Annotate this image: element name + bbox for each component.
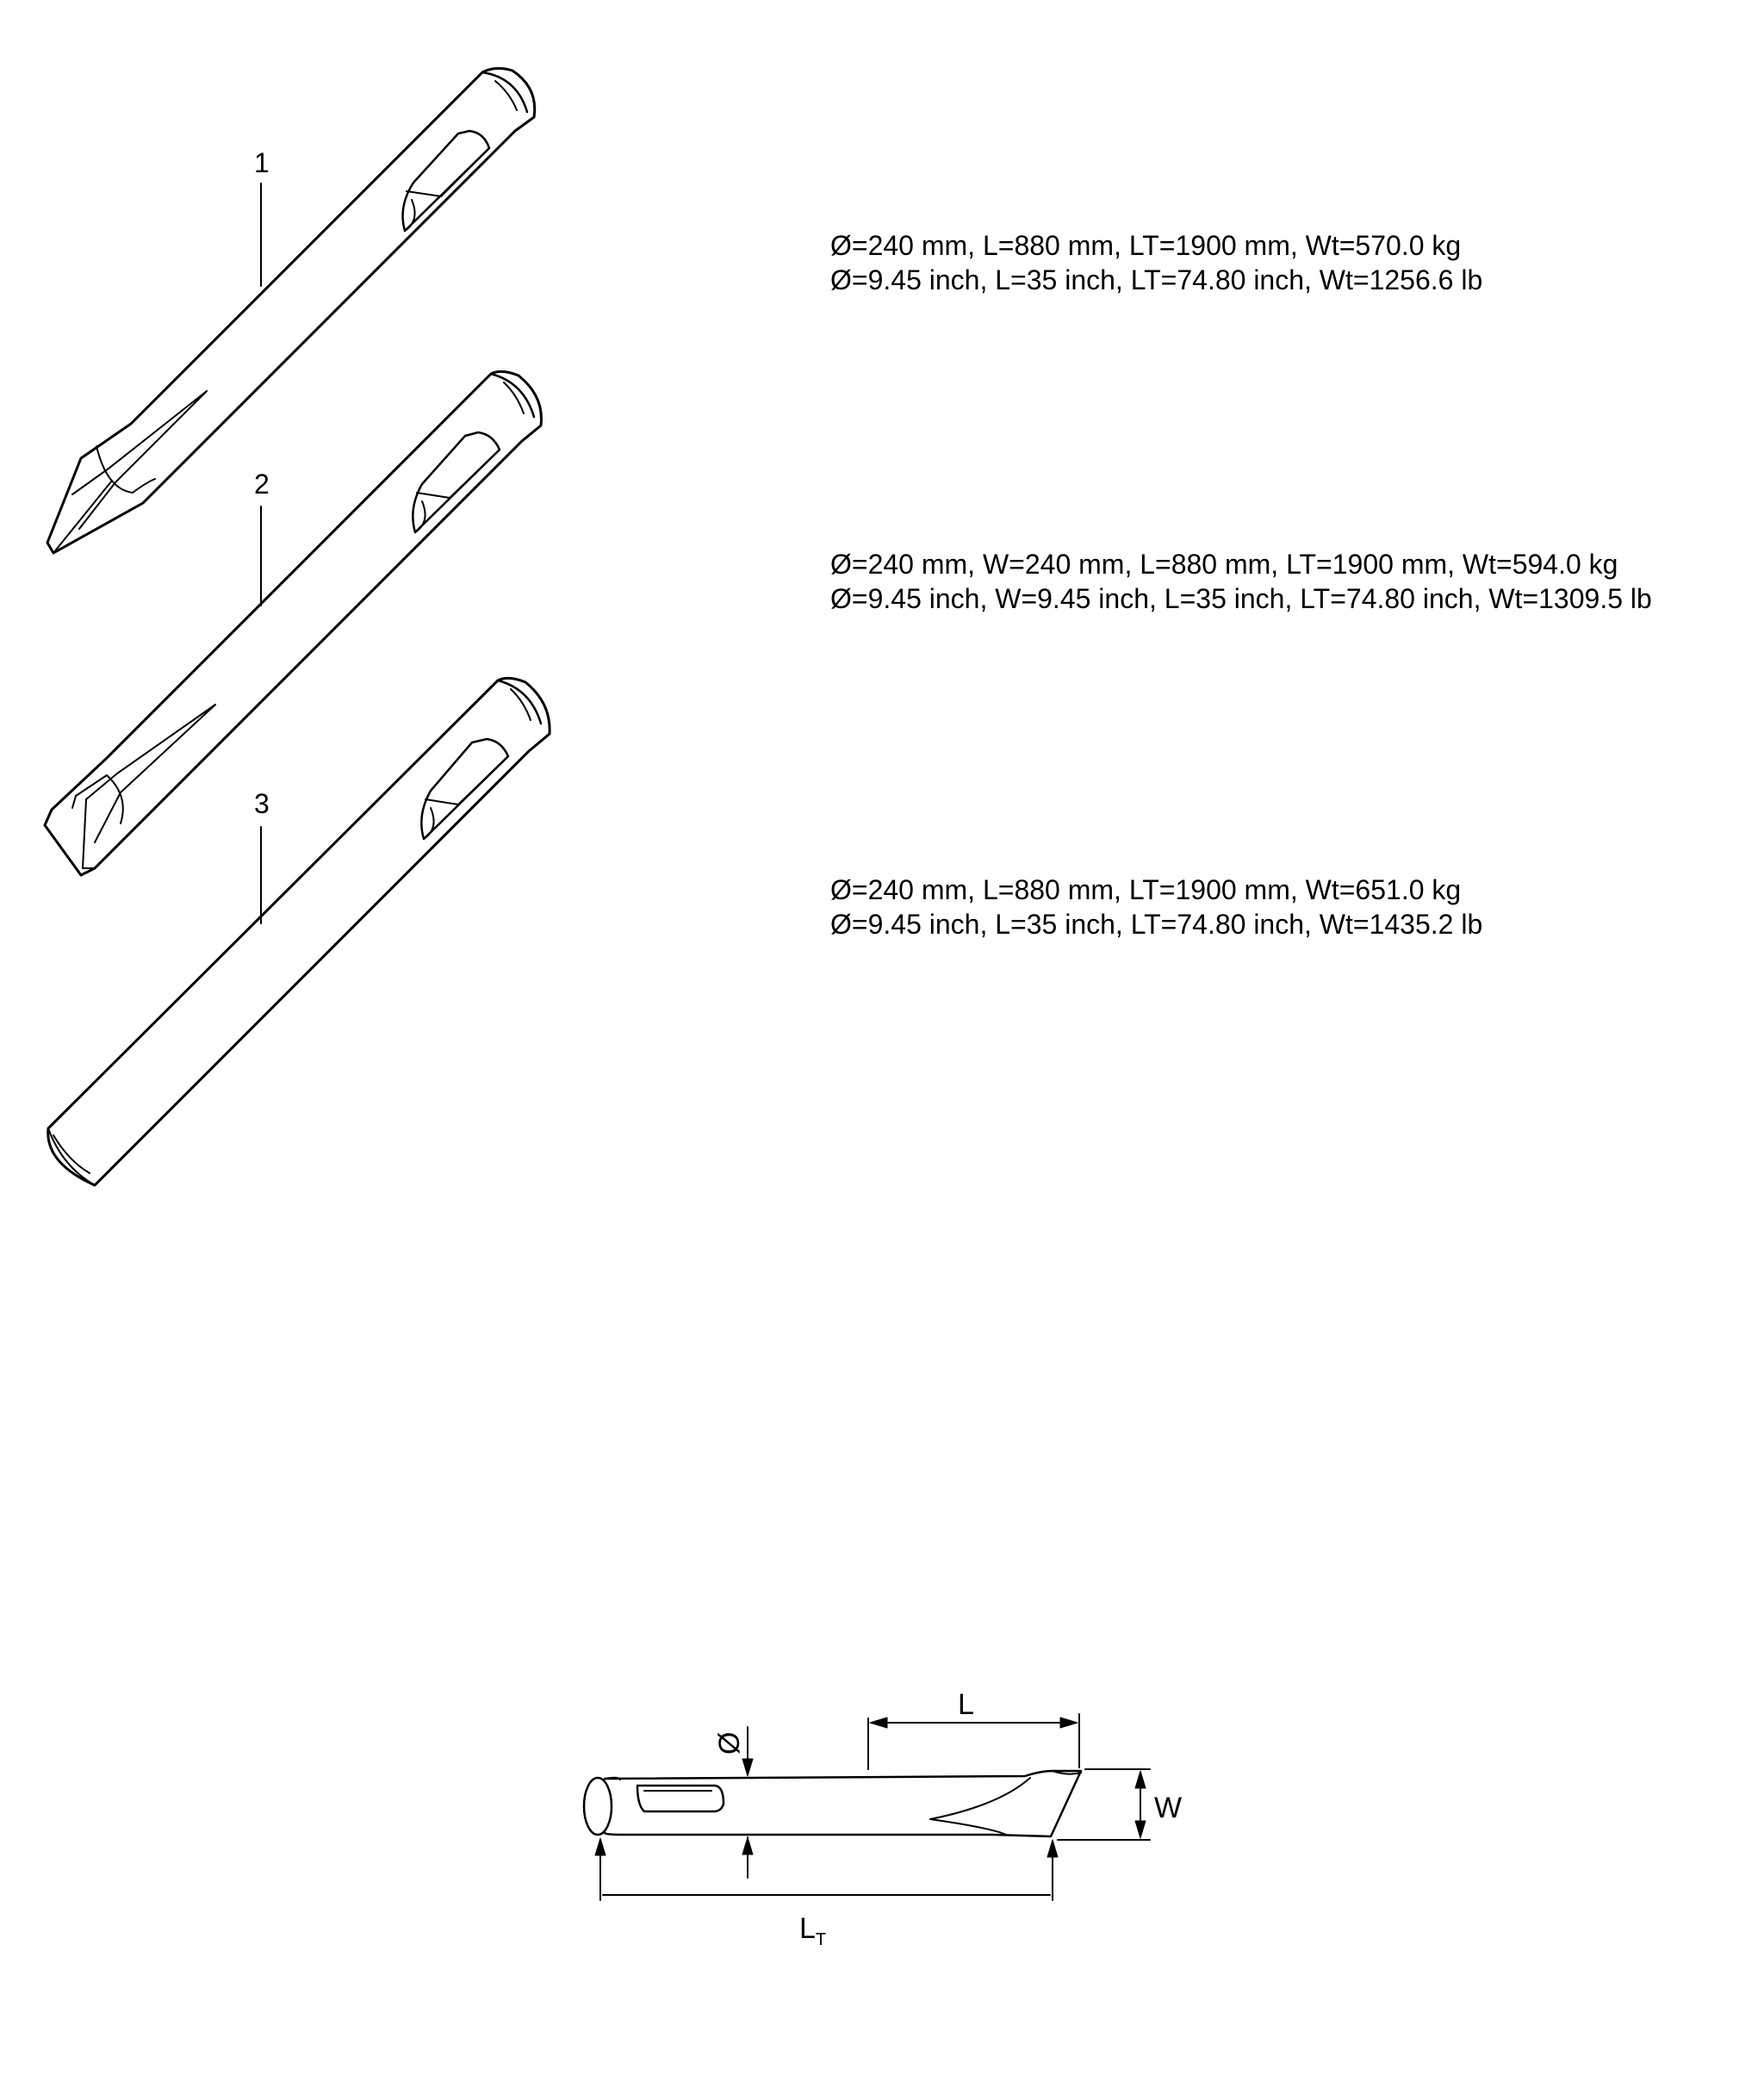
tool-3-spec-metric: Ø=240 mm, L=880 mm, LT=1900 mm, Wt=651.0 kg [830,874,1462,905]
tool-2-spec-imperial: Ø=9.45 inch, W=9.45 inch, L=35 inch, LT=74.80 inch, Wt=1309.5 lb [830,583,1652,614]
tool-number-1: 1 [254,147,270,178]
tool-1-moil-point [47,68,535,553]
dimension-diagram [584,1714,1150,1900]
tool-3-spec-imperial: Ø=9.45 inch, L=35 inch, LT=74.80 inch, Wt=1435.2 lb [830,909,1483,940]
tool-number-2: 2 [254,469,270,500]
tool-3-specs [830,873,1482,941]
tool-1-specs [830,228,1482,297]
tool-number-3: 3 [254,788,270,819]
tool-1-spec-metric: Ø=240 mm, L=880 mm, LT=1900 mm, Wt=570.0 kg [830,230,1462,261]
tool-1-spec-imperial: Ø=9.45 inch, L=35 inch, LT=74.80 inch, Wt=1256.6 lb [830,264,1483,295]
tool-2-spec-metric: Ø=240 mm, W=240 mm, L=880 mm, LT=1900 mm, Wt=594.0 kg [830,549,1618,580]
total-length-label [799,1912,826,1949]
tool-2-chisel [45,371,541,875]
length-label: L [958,1688,974,1721]
tool-2-specs [830,547,1652,616]
diameter-label: Ø [713,1731,746,1755]
width-label: W [1154,1792,1183,1824]
total-length-subscript: T [815,1930,827,1949]
total-length-letter: L [799,1912,816,1945]
tool-3-blunt [48,678,550,1185]
